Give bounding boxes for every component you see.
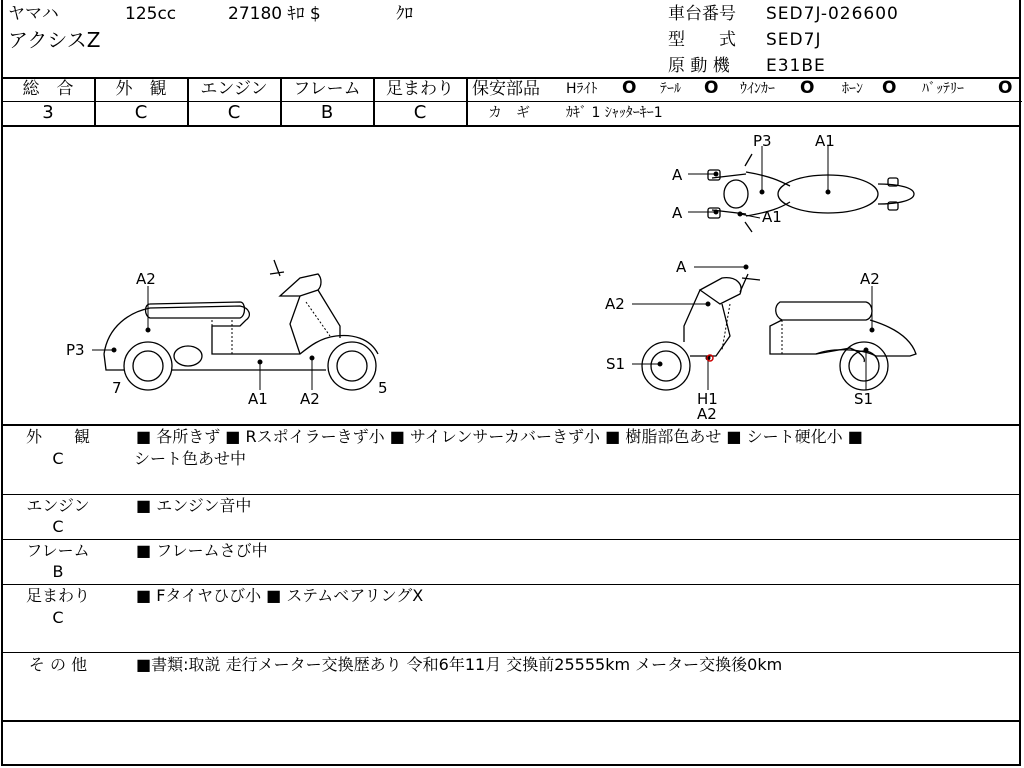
diagram-label: P3 xyxy=(66,341,85,359)
model-name: アクシスZ xyxy=(8,28,101,52)
diagram-label: A2 xyxy=(300,390,320,408)
scooter-top-view xyxy=(708,154,914,232)
safety-status: O xyxy=(622,78,637,98)
safety-status: O xyxy=(998,78,1013,98)
diagram-label: P3 xyxy=(753,132,772,150)
grade-label: エンジン xyxy=(200,79,268,99)
grade-label: 外 観 xyxy=(115,79,167,99)
diagram-label: A xyxy=(672,204,683,222)
diagram-label: A2 xyxy=(136,270,156,288)
diagram-label: H1 xyxy=(697,390,718,408)
scooter-right-view xyxy=(642,274,916,390)
grade-value: C xyxy=(134,102,148,123)
diagram-label: S1 xyxy=(854,390,874,408)
diagram-label: A2 xyxy=(860,270,880,288)
grade-label: フレーム xyxy=(293,79,361,99)
remark-label: フレーム xyxy=(26,541,90,560)
color: ｸﾛ xyxy=(396,4,413,24)
safety-item: ﾃｰﾙ xyxy=(660,81,681,97)
safety-label: 保安部品 xyxy=(472,79,540,99)
safety-status: O xyxy=(704,78,719,98)
safety-status: O xyxy=(882,78,897,98)
divider xyxy=(1,652,1021,653)
grade-value: C xyxy=(227,102,241,123)
remark-text: ■書類:取説 走行メーター交換歴あり 令和6年11月 交換前25555km メーター交換後0km xyxy=(136,655,783,674)
grade-label: 総 合 xyxy=(22,79,74,99)
remark-label: 足まわり xyxy=(25,586,90,605)
diagram-label: A1 xyxy=(815,132,835,150)
diagram-label: A xyxy=(676,258,687,276)
divider xyxy=(466,78,468,126)
grade-value: 3 xyxy=(42,102,54,123)
maker: ヤマハ xyxy=(8,4,59,24)
diagram-label: A2 xyxy=(605,295,625,313)
diagram-label: 5 xyxy=(378,379,388,397)
remark-text: シート色あせ中 xyxy=(134,449,247,468)
diagram-label: A2 xyxy=(697,405,717,423)
safety-item: ｳｲﾝｶｰ xyxy=(740,81,775,97)
divider xyxy=(1,720,1021,722)
safety-status: O xyxy=(800,78,815,98)
remark-label: そ の 他 xyxy=(28,655,88,674)
safety-item: ﾊﾞｯﾃﾘｰ xyxy=(922,81,964,97)
remark-grade: C xyxy=(52,517,64,536)
key-label: カ ギ xyxy=(488,105,530,121)
safety-item: Hﾗｲﾄ xyxy=(566,81,598,97)
remark-text: ■ Fタイヤひび小 ■ ステムベアリングX xyxy=(136,586,424,605)
remark-label: エンジン xyxy=(26,496,90,515)
engine-value: E31BE xyxy=(766,56,826,76)
remark-grade: B xyxy=(52,562,64,581)
remark-label: 外 観 xyxy=(25,427,90,446)
divider xyxy=(466,101,1022,102)
diagram-label: A xyxy=(672,166,683,184)
diagram-label: 7 xyxy=(112,379,122,397)
damage-diagram xyxy=(0,126,1024,424)
chassis-label: 車台番号 xyxy=(668,4,736,24)
diagram-label: A1 xyxy=(248,390,268,408)
type-label: 型 式 xyxy=(668,30,736,50)
displacement: 125cc xyxy=(125,4,177,24)
remark-grade: C xyxy=(52,449,64,468)
remark-text: ■ 各所きず ■ Rスポイラーきず小 ■ サイレンサーカバーきず小 ■ 樹脂部色あせ ■ シート硬化小 ■ xyxy=(136,427,863,446)
type-value: SED7J xyxy=(766,30,822,50)
remark-text: ■ フレームさび中 xyxy=(136,541,268,560)
remark-text: ■ エンジン音中 xyxy=(136,496,252,515)
safety-item: ﾎｰﾝ xyxy=(842,81,863,97)
engine-label: 原 動 機 xyxy=(668,56,730,76)
remark-grade: C xyxy=(52,608,64,627)
divider xyxy=(1,494,1021,495)
mileage: 27180 ｷﾛ $ xyxy=(228,4,321,24)
divider xyxy=(1,539,1021,540)
grade-value: B xyxy=(320,102,334,123)
grade-label: 足まわり xyxy=(386,79,454,99)
key-value: ｶｷﾞ 1 ｼｬｯﾀｰｷｰ1 xyxy=(566,105,663,121)
divider xyxy=(1,584,1021,585)
diagram-label: A1 xyxy=(762,208,782,226)
chassis-value: SED7J-026600 xyxy=(766,4,899,24)
diagram-label: S1 xyxy=(606,355,626,373)
divider xyxy=(1,424,1021,426)
grade-value: C xyxy=(413,102,427,123)
